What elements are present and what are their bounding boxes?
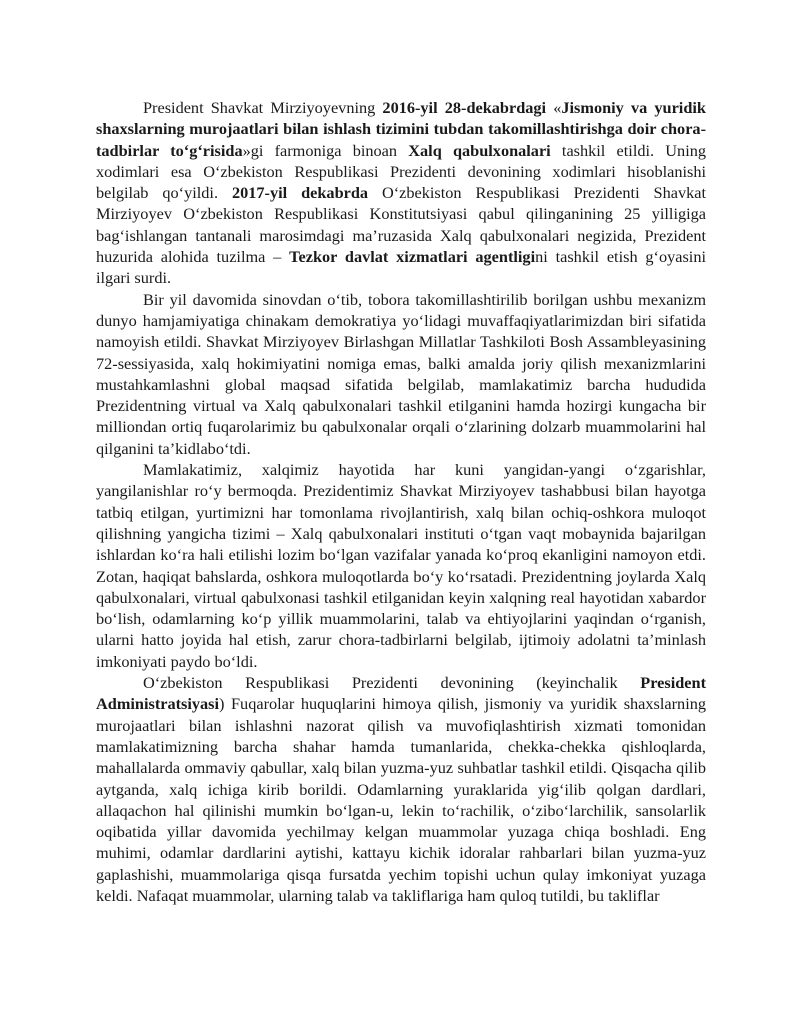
paragraph-4 bbox=[96, 672, 706, 906]
text-run: ni tashkil etish g‘oyasini ilgari surdi. bbox=[96, 247, 706, 288]
text-run: tashkil etildi. Uning xodimlari esa O‘zbekiston Respublikasi Prezidenti devonining xodimlari hisoblanishi belgilab qo‘yildi. bbox=[96, 140, 707, 203]
text-run: Mamlakatimiz, xalqimiz hayotida har kuni yangidan-yangi o‘zgarishlar, yangilanishlar ro‘y bermoqda. Prezidentimiz Shavkat Mirziyoyev tashabbusi bilan hayotga tatbiq etilgan, yurtimizni har tomonlama rivojlantirish, xalq bilan ochiq-oshkora muloqot qilishning yangicha tizimi – Xalq qabulxonalari instituti o‘tgan vaqt mobaynida bajarilgan ishlardan ko‘ra hali etilishi lozim bo‘lgan vazifalar yanada ko‘proq ekanligini namoyon etdi. Zotan, haqiqat bahslarda, oshkora muloqotlarda bo‘y ko‘rsatadi. Prezidentning joylarda Xalq qabulxonalari, virtual qabulxonasi tashkil etilganidan keyin xalqning real hayotidan xabardor bo‘lish, odamlarning ko‘p yillik muammolarini, talab va ehtiyojlarini yaqindan o‘rganish, ularni hatto joyida hal etish, zarur chora-tadbirlarni belgilab, ijtimoiy adolatni ta’minlash imkoniyati paydo bo‘ldi. bbox=[96, 460, 706, 671]
bold-text-run: Xalq qabulxonalari bbox=[408, 140, 551, 160]
bold-text-run: 2016-yil 28-dekabrdagi bbox=[382, 98, 547, 117]
bold-text-run: President Administratsiyasi bbox=[96, 673, 706, 714]
bold-text-run: Tezkor davlat xizmatlari agentligi bbox=[289, 247, 536, 267]
text-run: President Shavkat Mirziyoyevning bbox=[143, 98, 383, 117]
bold-text-run: 2017-yil dekabrda bbox=[231, 183, 369, 203]
text-run: ) Fuqarolar huquqlarini himoya qilish, jismoniy va yuridik shaxslarning murojaatlari bilan ishlashni nazorat qilish va muvofiqlashtirish xizmati tomonidan mamlakatimizning barcha shahar hamda tumanlarida, chekka-chekka qishloqlarda, mahallalarda ommaviy qabullar, xalq bilan yuzma-yuz suhbatlar tashkil etildi. Qisqacha qilib aytganda, xalq ichiga kirib borildi. Odamlarning yuraklarida yig‘ilib qolgan dardlari, allaqachon hal qilinishi mumkin bo‘lgan-u, lekin to‘rachilik, o‘zibo‘larchilik, sansolarlik oqibatida yillar davomida yechilmay kelgan muammolar yuzaga chiqa boshladi. Eng muhimi, odamlar dardlarini aytishi, kattayu kichik idoralar rahbarlari bilan yuzma-yuz gaplashishi, muammolariga qisqa fursatda yechim topishi uchun qulay imkoniyat yuzaga keldi. Nafaqat muammolar, ularning talab va takliflariga ham quloq tutildi, bu takliflar bbox=[96, 694, 706, 905]
text-run: O‘zbekiston Respublikasi Prezidenti devonining (keyinchalik bbox=[143, 673, 641, 693]
text-run: Bir yil davomida sinovdan o‘tib, tobora takomillashtirilib borilgan ushbu mexanizm dunyo hamjamiyatiga chinakam demokratiya yo‘lidagi muvaffaqiyatlarimizdan biri sifatida namoyish etildi. Shavkat Mirziyoyev Birlashgan Millatlar Tashkiloti Bosh Assambleyasining 72-sessiyasida, xalq hokimiyatini nomiga emas, balki amalda joriy qilish mexanizmlarini mustahkamlashni global maqsad sifatida belgilab, mamlakatimiz barcha hududida Prezidentning virtual va Xalq qabulxonalari tashkil etilganini hamda hozirgi kungacha bir milliondan ortiq fuqarolarimiz bu qabulxonalar orqali o‘zlarining dolzarb muammolarini hal qilganini ta’kidlabo‘tdi. bbox=[96, 289, 706, 458]
paragraph-3 bbox=[96, 459, 706, 672]
bold-text-run: Jismoniy va yuridik shaxslarning murojaatlari bilan ishlash tizimini tubdan takomillashtirishga doir chora-tadbirlar to‘g‘risida bbox=[96, 98, 706, 160]
paragraph-1 bbox=[96, 97, 706, 289]
text-run: »gi farmoniga binoan bbox=[242, 140, 409, 160]
paragraph-2 bbox=[96, 289, 706, 459]
text-run: « bbox=[546, 98, 562, 117]
document-page bbox=[96, 97, 706, 906]
text-run: O‘zbekiston Respublikasi Prezidenti Shavkat Mirziyoyev O‘zbekiston Respublikasi Konstitutsiyasi qabul qilinganining 25 yilligiga bag‘ishlangan tantanali marosimdagi ma’ruzasida Xalq qabulxonalari negizida, Prezident huzurida alohida tuzilma – bbox=[96, 183, 706, 267]
